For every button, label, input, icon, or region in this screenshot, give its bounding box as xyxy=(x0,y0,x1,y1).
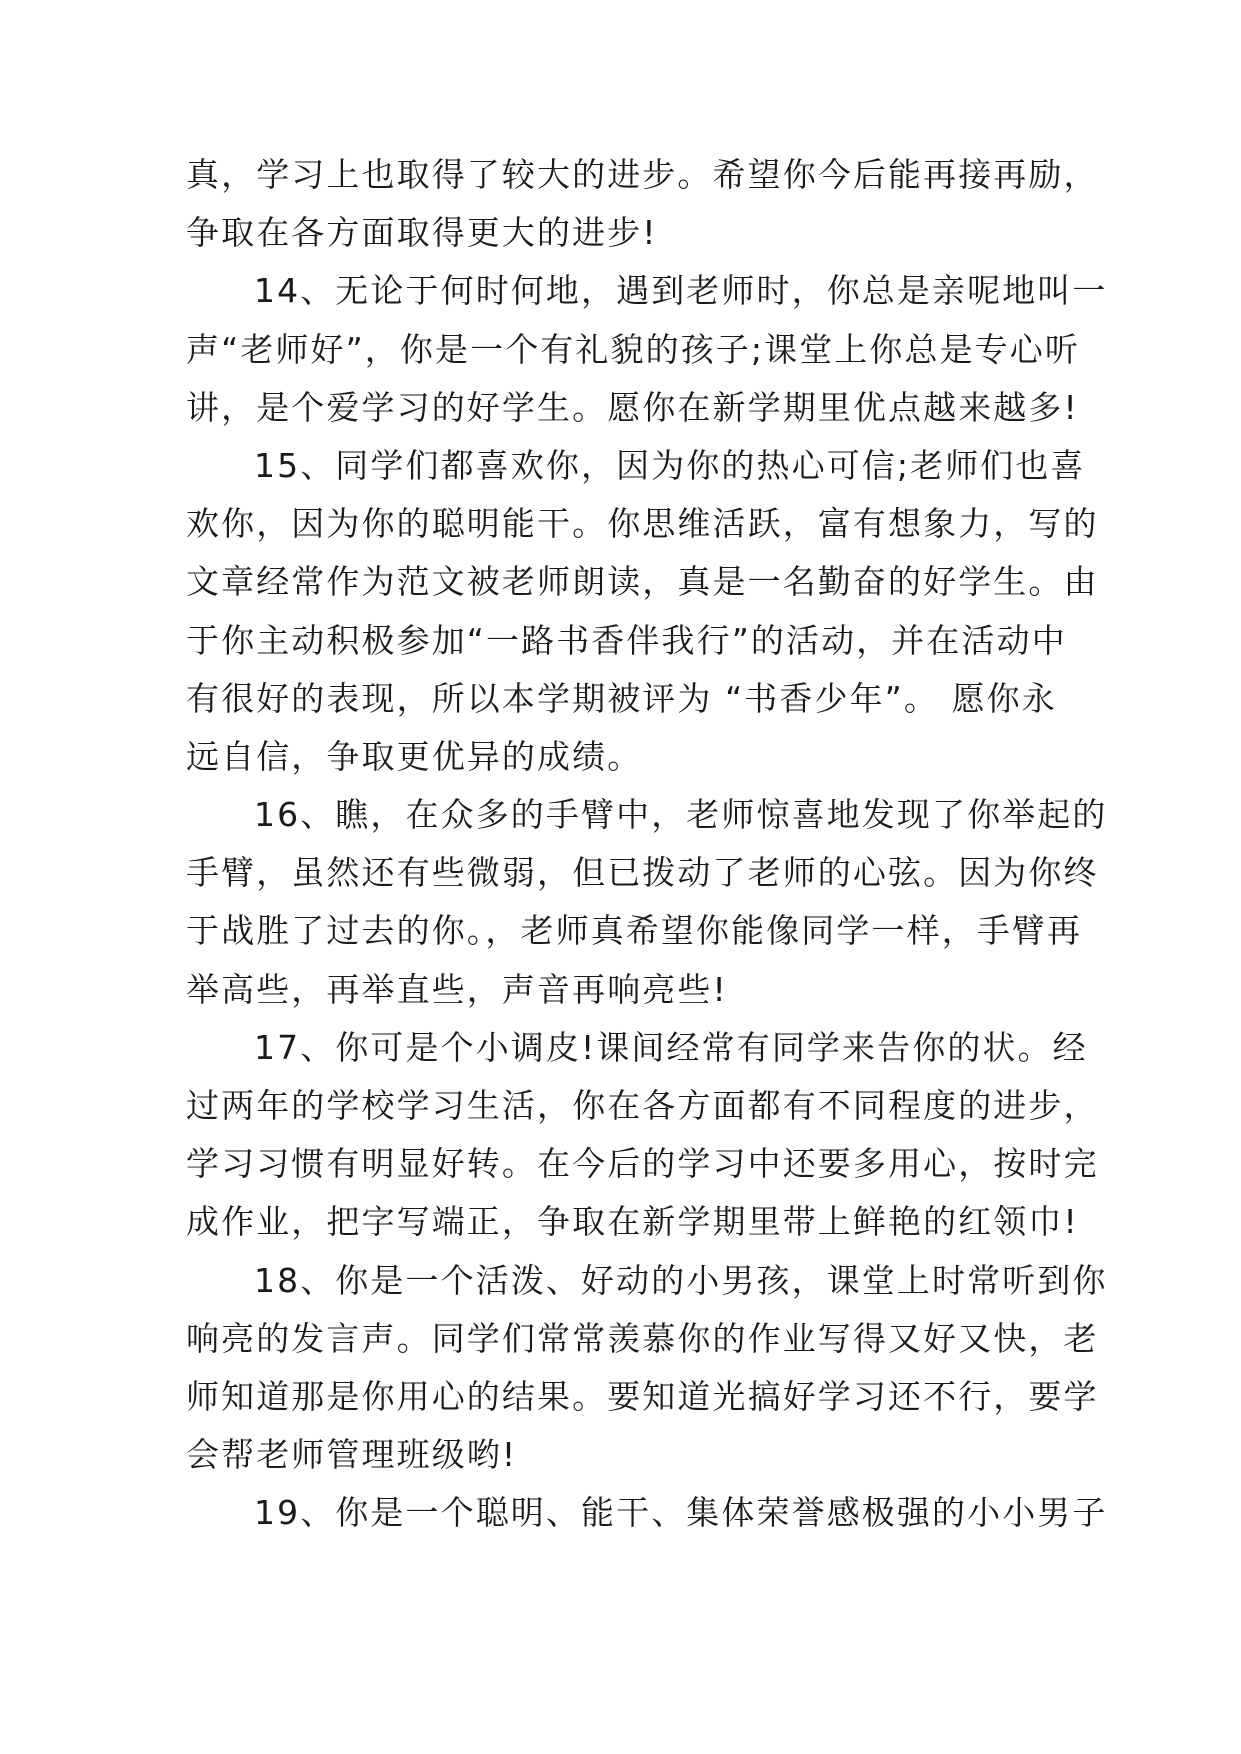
text-line: 真，学习上也取得了较大的进步。希望你今后能再接再励， xyxy=(186,155,1099,194)
text-line: 远自信，争取更优异的成绩。 xyxy=(186,736,643,776)
text-line: 16、瞧，在众多的手臂中，老师惊喜地发现了你举起的 xyxy=(254,795,1108,835)
text-line: 会帮老师管理班级哟! xyxy=(186,1435,518,1475)
document-body xyxy=(186,146,1108,1543)
text-line: 成作业，把字写端正，争取在新学期里带上鲜艳的红领巾! xyxy=(186,1202,1079,1242)
text-line: 于战胜了过去的你。，老师真希望你能像同学一样，手臂再 xyxy=(186,911,1083,951)
text-line: 有很好的表现，所以本学期被评为 “书香少年”。 愿你永 xyxy=(186,678,1057,718)
text-line: 14、无论于何时何地，遇到老师时，你总是亲呢地叫一 xyxy=(254,271,1108,311)
text-line: 于你主动积极参加“一路书香伴我行”的活动，并在活动中 xyxy=(186,620,1067,660)
text-line: 讲，是个爱学习的好学生。愿你在新学期里优点越来越多! xyxy=(186,387,1079,427)
text-line: 过两年的学校学习生活，你在各方面都有不同程度的进步， xyxy=(186,1086,1099,1125)
text-line: 师知道那是你用心的结果。要知道光搞好学习还不行，要学 xyxy=(186,1376,1099,1416)
text-line: 声“老师好”，你是一个有礼貌的孩子;课堂上你总是专心听 xyxy=(186,329,1081,369)
text-line: 15、同学们都喜欢你，因为你的热心可信;老师们也喜 xyxy=(254,445,1086,485)
text-line: 19、你是一个聪明、能干、集体荣誉感极强的小小男子 xyxy=(254,1493,1108,1533)
text-line: 举高些，再举直些，声音再响亮些! xyxy=(186,969,728,1009)
text-line: 文章经常作为范文被老师朗读，真是一名勤奋的好学生。由 xyxy=(186,562,1099,602)
text-line: 学习习惯有明显好转。在今后的学习中还要多用心，按时完 xyxy=(186,1144,1099,1184)
text-line: 响亮的发言声。同学们常常羡慕你的作业写得又好又快，老 xyxy=(186,1318,1099,1358)
text-line: 手臂，虽然还有些微弱，但已拨动了老师的心弦。因为你终 xyxy=(186,853,1099,893)
text-line: 17、你可是个小调皮!课间经常有同学来告你的状。经 xyxy=(254,1027,1088,1067)
text-line: 18、你是一个活泼、好动的小男孩，课堂上时常听到你 xyxy=(254,1260,1108,1300)
text-line: 欢你，因为你的聪明能干。你思维活跃，富有想象力，写的 xyxy=(186,504,1099,544)
text-line: 争取在各方面取得更大的进步! xyxy=(186,213,658,253)
